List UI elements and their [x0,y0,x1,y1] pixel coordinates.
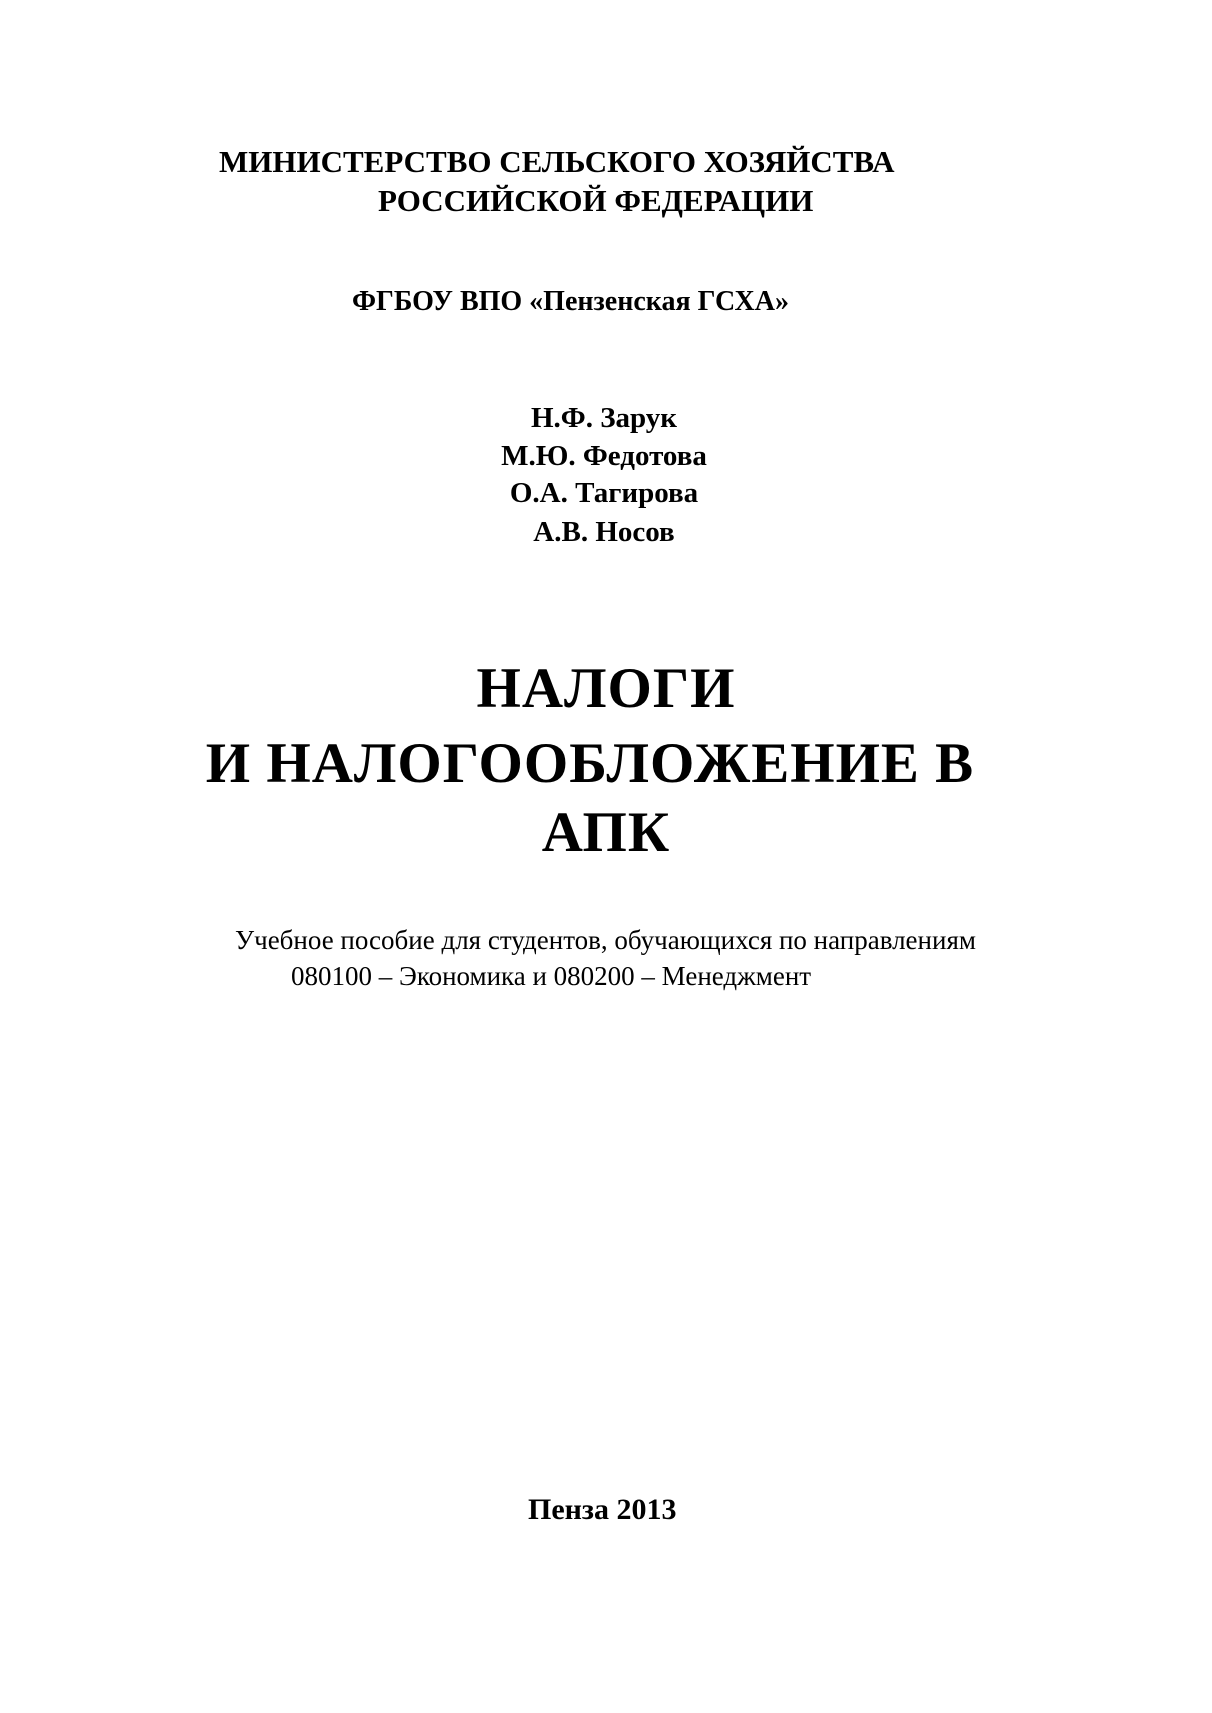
author-name: М.Ю. Федотова [501,440,707,472]
ministry-name-line-2: РОССИЙСКОЙ ФЕДЕРАЦИИ [378,183,814,218]
description-line-1: Учебное пособие для студентов, обучающихся по направлениям [235,925,976,955]
author-name: О.А. Тагирова [509,477,699,509]
place-and-year: Пенза 2013 [528,1493,677,1526]
author-name: Н.Ф. Зарук [531,402,677,434]
title-line: НАЛОГИ [476,657,736,720]
institution-name: ФГБОУ ВПО «Пензенская ГСХА» [352,286,789,317]
ministry-name-line-1: МИНИСТЕРСТВО СЕЛЬСКОГО ХОЗЯЙСТВА [219,144,895,179]
title-line: АПК [541,801,671,864]
title-line: И НАЛОГООБЛОЖЕНИЕ В [205,732,975,795]
description-line-2: 080100 – Экономика и 080200 – Менеджмент [291,961,812,991]
author-name: А.В. Носов [533,516,675,548]
